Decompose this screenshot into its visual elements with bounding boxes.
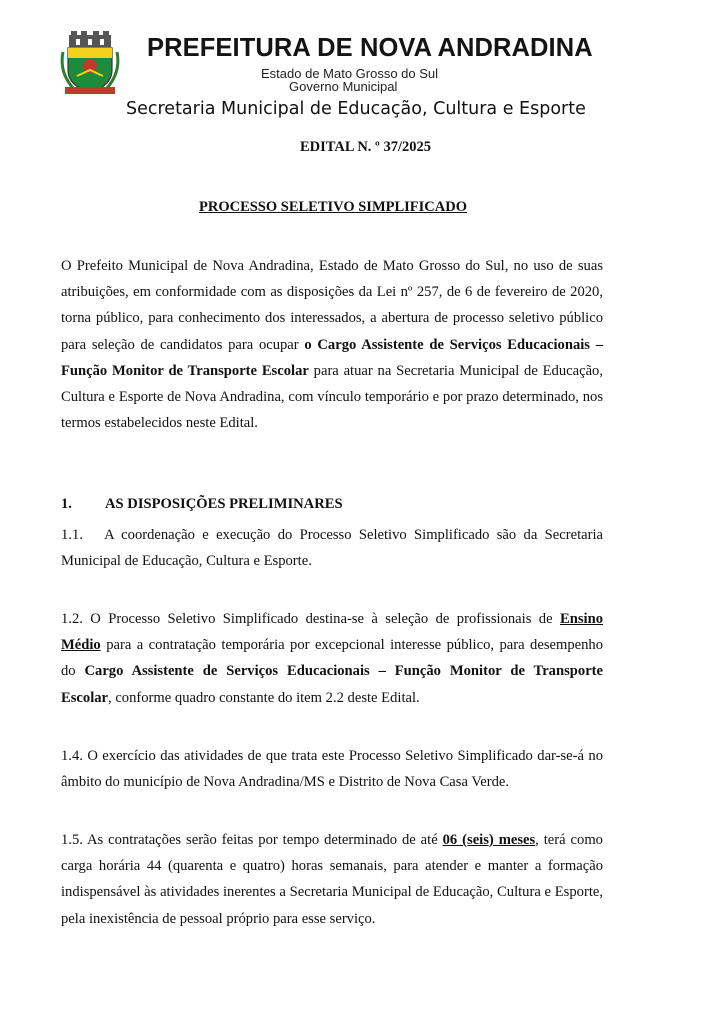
item-1-2-paragraph bbox=[61, 606, 603, 711]
intro-cargo-bold: o Cargo Assistente de Serviços Educacionais – Função Monitor de Transporte Escolar bbox=[61, 336, 603, 379]
process-title: PROCESSO SELETIVO SIMPLIFICADO bbox=[198, 199, 468, 215]
item-1-2-text-a: 1.2. O Processo Seletivo Simplificado destina-se à seleção de profissionais de bbox=[61, 611, 560, 627]
state-subtitle: Estado de Mato Grosso do Sul bbox=[261, 66, 439, 81]
edital-number: EDITAL N. º 37/2025 bbox=[299, 139, 431, 155]
item-1-2-text-b: para a contratação temporária por excepcional interesse público, para desempenho do bbox=[61, 637, 603, 680]
item-1-5-text-b: , terá como carga horária 44 (quarenta e quatro) horas semanais, para atender e manter a formação indispensável às atividades inerentes a Secretaria Municipal de Educação, Cultura e Esporte, pela inexistência de pessoal próprio para esse serviço. bbox=[61, 832, 603, 927]
intro-text-2: para atuar na Secretaria Municipal de Educação, Cultura e Esporte de Nova Andradina, com vínculo temporário e por prazo determinado, nos termos estabelecidos neste Edital. bbox=[61, 362, 603, 432]
item-1-1-text: A coordenação e execução do Processo Seletivo Simplificado são da Secretaria Municipal de Educação, Cultura e Esporte. bbox=[61, 527, 603, 570]
item-1-2-ensino-medio: Ensino Médio bbox=[61, 611, 603, 654]
item-1-4-text: 1.4. O exercício das atividades de que trata este Processo Seletivo Simplificado dar-se-á no âmbito do município de Nova Andradina/MS e Distrito de Nova Casa Verde. bbox=[61, 748, 603, 791]
section-1-heading bbox=[61, 496, 343, 513]
process-title-wrapper bbox=[0, 199, 724, 216]
item-1-2-cargo-bold: Cargo Assistente de Serviços Educacionais – Função Monitor de Transporte Escolar bbox=[61, 663, 604, 706]
municipal-coat-of-arms-icon bbox=[59, 30, 121, 96]
intro-paragraph bbox=[61, 253, 603, 436]
item-1-5-paragraph bbox=[61, 827, 603, 932]
item-1-4-paragraph bbox=[61, 743, 603, 795]
item-1-1-paragraph bbox=[61, 522, 603, 574]
item-1-5-text-a: 1.5. As contratações serão feitas por tempo determinado de até bbox=[61, 832, 443, 848]
intro-text-1: O Prefeito Municipal de Nova Andradina, Estado de Mato Grosso do Sul, no uso de suas atribuições, em conformidade com as disposições da Lei nº 257, de 6 de fevereiro de 2020, torna público, para conhecimento dos interessados, a abertura de processo seletivo público para seleção de candidatos para ocupar bbox=[61, 258, 603, 353]
item-1-2-text-c: , conforme quadro constante do item 2.2 deste Edital. bbox=[108, 689, 420, 706]
section-1-title: AS DISPOSIÇÕES PRELIMINARES bbox=[105, 496, 343, 512]
section-1-number: 1. bbox=[61, 496, 72, 512]
government-subtitle: Governo Municipal bbox=[289, 79, 398, 94]
item-1-5-duration: 06 (seis) meses bbox=[442, 832, 536, 848]
department-heading: Secretaria Municipal de Educação, Cultura e Esporte bbox=[126, 99, 586, 119]
edital-number-wrapper bbox=[0, 139, 724, 156]
item-1-1-number: 1.1. bbox=[61, 527, 83, 543]
prefeitura-title: PREFEITURA DE NOVA ANDRADINA bbox=[147, 34, 593, 62]
